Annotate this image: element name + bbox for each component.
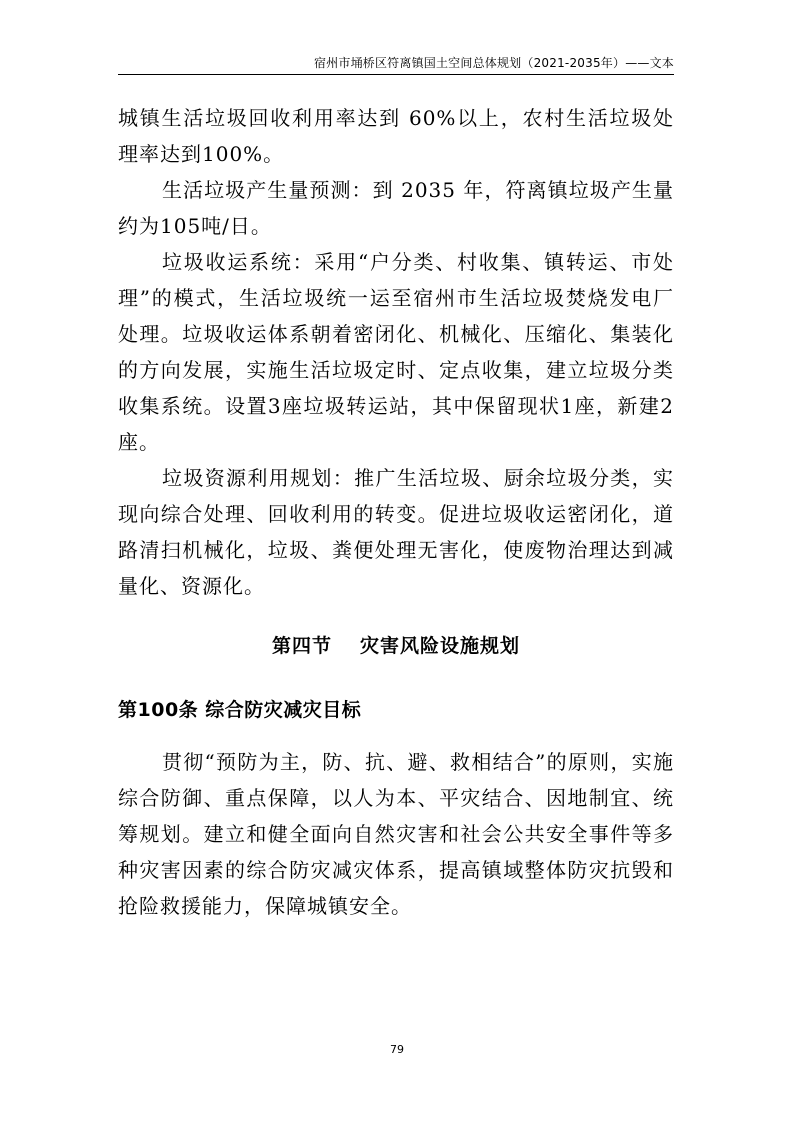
paragraph-waste-collection-system: 垃圾收运系统：采用“户分类、村收集、镇转运、市处理”的模式，生活垃圾统一运至宿州市生活垃圾焚烧发电厂处理。垃圾收运体系朝着密闭化、机械化、压缩化、集装化的方向发展，实施生活垃圾定时、定点收集，建立垃圾分类收集系统。设置3座垃圾转运站，其中保留现状1座，新建2座。 [118, 250, 674, 454]
header-title: 宿州市埇桥区符离镇国土空间总体规划（2021-2035年）——文本 [313, 56, 674, 70]
section-number: 第四节 [271, 635, 332, 657]
paragraph-waste-recycling-rate: 城镇生活垃圾回收利用率达到 60%以上，农村生活垃圾处理率达到100%。 [118, 106, 674, 166]
page-number: 79 [390, 1043, 404, 1056]
section-heading [118, 630, 674, 662]
paragraph-waste-forecast: 生活垃圾产生量预测：到 2035 年，符离镇垃圾产生量约为105吨/日。 [118, 178, 674, 238]
paragraph-waste-resource-utilization: 垃圾资源利用规划：推广生活垃圾、厨余垃圾分类，实现向综合处理、回收利用的转变。促进垃圾收运密闭化，道路清扫机械化，垃圾、粪便处理无害化，使废物治理达到减量化、资源化。 [118, 466, 674, 598]
section-name: 灾害风险设施规划 [360, 635, 521, 657]
paragraph-disaster-prevention-goals: 贯彻“预防为主，防、抗、避、救相结合”的原则，实施综合防御、重点保障，以人为本、平灾结合、因地制宜、统筹规划。建立和健全面向自然灾害和社会公共安全事件等多种灾害因素的综合防灾减灾体系，提高镇域整体防灾抗毁和抢险救援能力，保障城镇安全。 [118, 750, 674, 918]
page-header [118, 52, 674, 75]
article-heading: 第100条 综合防灾减灾目标 [118, 699, 362, 721]
